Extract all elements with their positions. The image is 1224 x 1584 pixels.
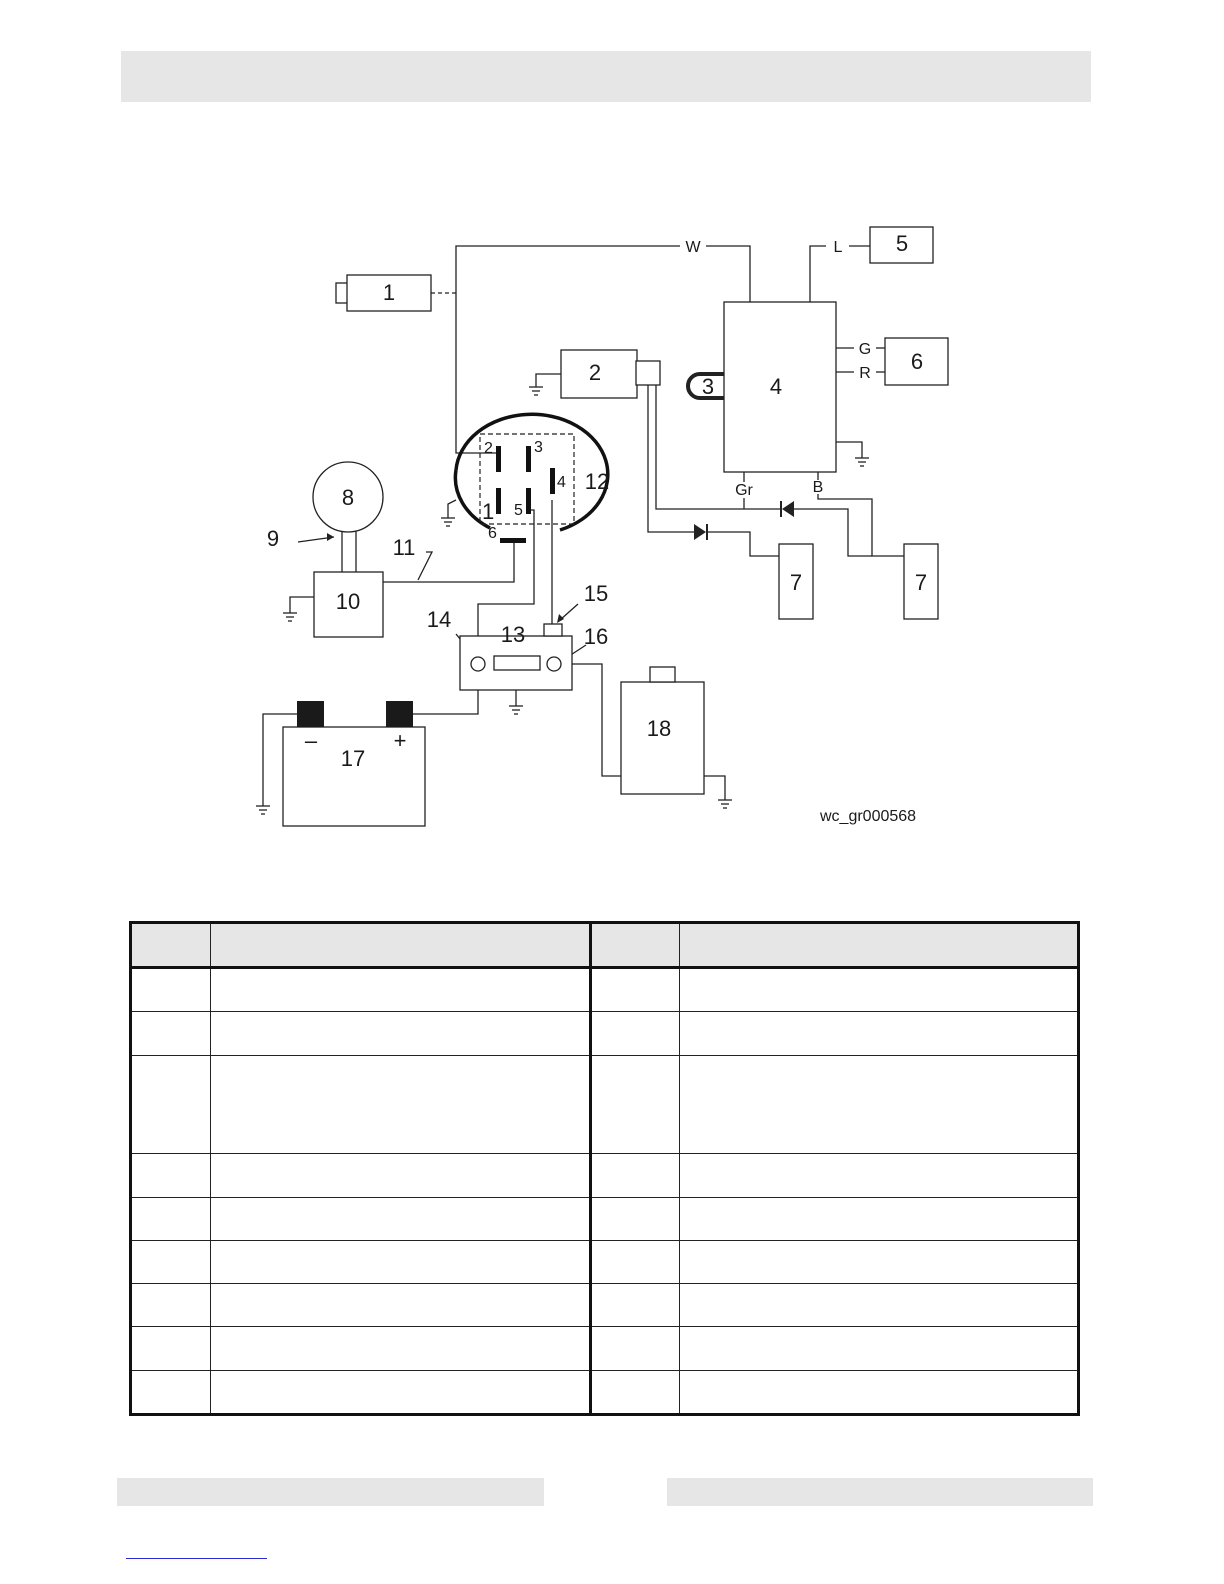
wire-2-to-diode-a [648, 385, 694, 532]
callout-11-leader [418, 552, 432, 580]
table-row [131, 1370, 1079, 1414]
switch-terminal-6 [500, 538, 526, 543]
callout-2: 2 [588, 360, 602, 385]
table-row [131, 968, 1079, 1012]
switch-terminal-4 [550, 468, 555, 494]
table-row [131, 1327, 1079, 1370]
wire-label-w: W [685, 239, 701, 256]
component-2 [561, 350, 660, 398]
diode-icon [781, 501, 794, 517]
callout-15-arrow [560, 604, 578, 620]
ground-icon [718, 800, 732, 808]
legend-table [129, 921, 1080, 1416]
table-row [131, 1012, 1079, 1055]
terminal-label-4: 4 [557, 474, 566, 491]
wire-label-g: G [858, 341, 872, 358]
callout-3: 3 [701, 374, 715, 399]
switch-terminal-3 [526, 446, 531, 472]
wire-10-ground [290, 597, 314, 613]
wire-b-lead [818, 494, 904, 556]
callout-10: 10 [335, 589, 361, 614]
ground-icon [509, 706, 523, 714]
switch-terminal-5 [526, 488, 531, 514]
wire-18-ground [704, 776, 725, 800]
callout-8: 8 [341, 485, 355, 510]
wire-label-l: L [833, 239, 843, 256]
callout-12: 12 [584, 469, 610, 494]
wire-regulator-ground [836, 442, 862, 458]
header-cell [211, 923, 591, 968]
wire-switch-ground [448, 500, 456, 518]
callout-6: 6 [910, 349, 924, 374]
switch-terminal-2 [496, 446, 501, 472]
switch-terminal-1 [496, 488, 501, 514]
callout-11: 11 [392, 535, 416, 560]
table-row [131, 1197, 1079, 1240]
terminal-label-3: 3 [534, 439, 543, 456]
footer-bar-left [117, 1478, 544, 1506]
wire-label-gr: Gr [735, 482, 753, 499]
terminal-label-2: 2 [484, 440, 493, 457]
ground-icon [441, 518, 455, 526]
table-row [131, 1154, 1079, 1197]
ground-icon [256, 806, 270, 814]
wire-16-to-18 [572, 664, 621, 776]
wire-diode-a-to-7 [706, 532, 779, 556]
ground-icon [855, 458, 869, 466]
terminal-label-1: 1 [482, 499, 495, 524]
wire-label-b: B [812, 479, 824, 496]
header-cell [591, 923, 680, 968]
wire-label-r: R [859, 365, 871, 382]
callout-7-right: 7 [914, 570, 928, 595]
callout-7-left: 7 [789, 570, 803, 595]
terminal-label-6: 6 [488, 525, 497, 542]
callout-1: 1 [382, 280, 396, 305]
callout-4: 4 [769, 374, 783, 399]
header-cell [680, 923, 1079, 968]
callout-5: 5 [895, 231, 909, 256]
callout-14: 14 [426, 607, 452, 632]
battery-negative-label: – [304, 728, 318, 753]
table-row [131, 1284, 1079, 1327]
component-14 [471, 657, 485, 671]
battery-positive-label: + [393, 728, 407, 753]
footer-link-underline[interactable] [126, 1558, 267, 1559]
ground-icon [283, 613, 297, 621]
wire-l [810, 246, 826, 302]
legend-header-row [131, 923, 1079, 968]
table-row [131, 1055, 1079, 1154]
callout-9: 9 [266, 526, 280, 551]
wire-white-to-regulator [706, 246, 750, 302]
terminal-label-5: 5 [514, 502, 523, 519]
callout-18: 18 [646, 716, 672, 741]
callout-17: 17 [340, 746, 366, 771]
header-cell [131, 923, 211, 968]
callout-15: 15 [583, 581, 609, 606]
footer-bar-right [667, 1478, 1093, 1506]
table-row [131, 1240, 1079, 1283]
component-15 [544, 624, 562, 636]
diode-icon [694, 524, 707, 540]
wire-2-ground [536, 374, 562, 387]
component-16 [547, 657, 561, 671]
figure-id: wc_gr000568 [820, 808, 917, 825]
ground-icon [529, 387, 543, 395]
callout-16: 16 [583, 624, 609, 649]
callout-13: 13 [500, 622, 526, 647]
